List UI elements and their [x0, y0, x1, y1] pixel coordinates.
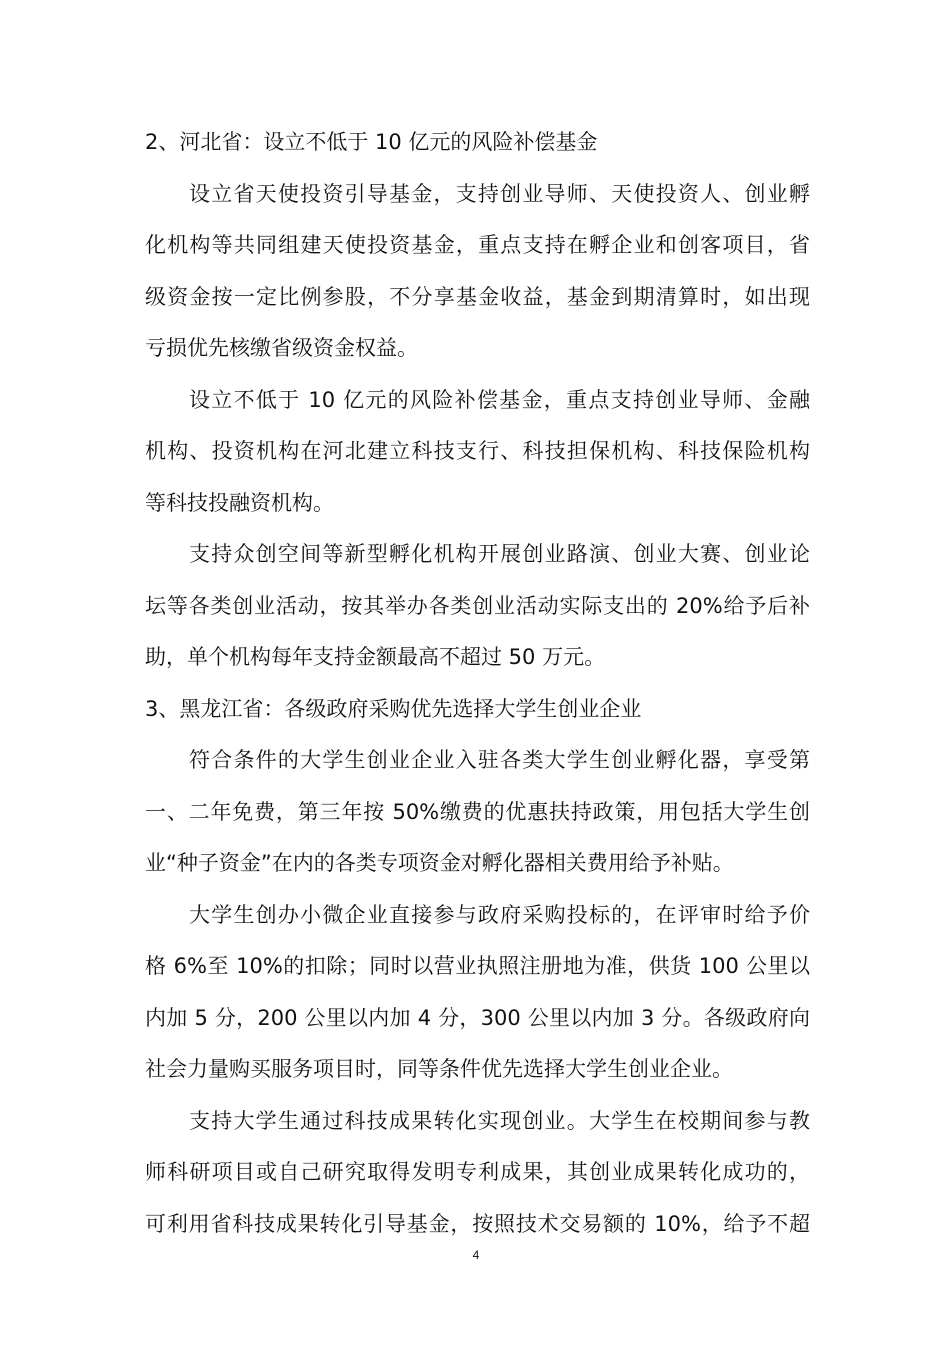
paragraph-line: 助，单个机构每年支持金额最高不超过 50 万元。 [145, 645, 606, 669]
paragraph-line: 社会力量购买服务项目时，同等条件优先选择大学生创业企业。 [145, 1057, 733, 1081]
paragraph-line: 等科技投融资机构。 [145, 490, 334, 515]
section-heading-heilongjiang: 3、黑龙江省：各级政府采购优先选择大学生创业企业 [145, 696, 642, 721]
page-number: 4 [472, 1248, 480, 1262]
paragraph-line: 设立省天使投资引导基金，支持创业导师、天使投资人、创业孵 [189, 181, 810, 206]
paragraph-line: 坛等各类创业活动，按其举办各类创业活动实际支出的 20%给予后补 [145, 593, 810, 618]
paragraph-line: 亏损优先核缴省级资金权益。 [145, 336, 418, 360]
paragraph-line: 支持大学生通过科技成果转化实现创业。大学生在校期间参与教 [189, 1108, 810, 1133]
section-heading-hebei: 2、河北省：设立不低于 10 亿元的风险补偿基金 [145, 130, 598, 154]
paragraph-line: 业“种子资金”在内的各类专项资金对孵化器相关费用给予补贴。 [145, 851, 734, 875]
paragraph-line: 一、二年免费，第三年按 50%缴费的优惠扶持政策，用包括大学生创 [145, 799, 810, 824]
paragraph-line: 支持众创空间等新型孵化机构开展创业路演、创业大赛、创业论 [189, 542, 810, 566]
paragraph-line: 级资金按一定比例参股，不分享基金收益，基金到期清算时，如出现 [145, 284, 810, 309]
paragraph-line: 设立不低于 10 亿元的风险补偿基金，重点支持创业导师、金融 [189, 387, 810, 412]
paragraph-line: 可利用省科技成果转化引导基金，按照技术交易额的 10%，给予不超 [145, 1211, 810, 1236]
document-body [145, 117, 810, 1250]
paragraph-line: 符合条件的大学生创业企业入驻各类大学生创业孵化器，享受第 [189, 748, 810, 772]
paragraph-line: 师科研项目或自己研究取得发明专利成果，其创业成果转化成功的， [145, 1160, 810, 1184]
paragraph-line: 内加 5 分，200 公里以内加 4 分，300 公里以内加 3 分。各级政府向 [145, 1005, 810, 1030]
paragraph-line: 机构、投资机构在河北建立科技支行、科技担保机构、科技保险机构 [145, 439, 810, 463]
paragraph-line: 格 6%至 10%的扣除；同时以营业执照注册地为准，供货 100 公里以 [145, 954, 810, 978]
paragraph-line: 化机构等共同组建天使投资基金，重点支持在孵企业和创客项目，省 [145, 233, 810, 257]
paragraph-line: 大学生创办小微企业直接参与政府采购投标的，在评审时给予价 [189, 902, 810, 927]
